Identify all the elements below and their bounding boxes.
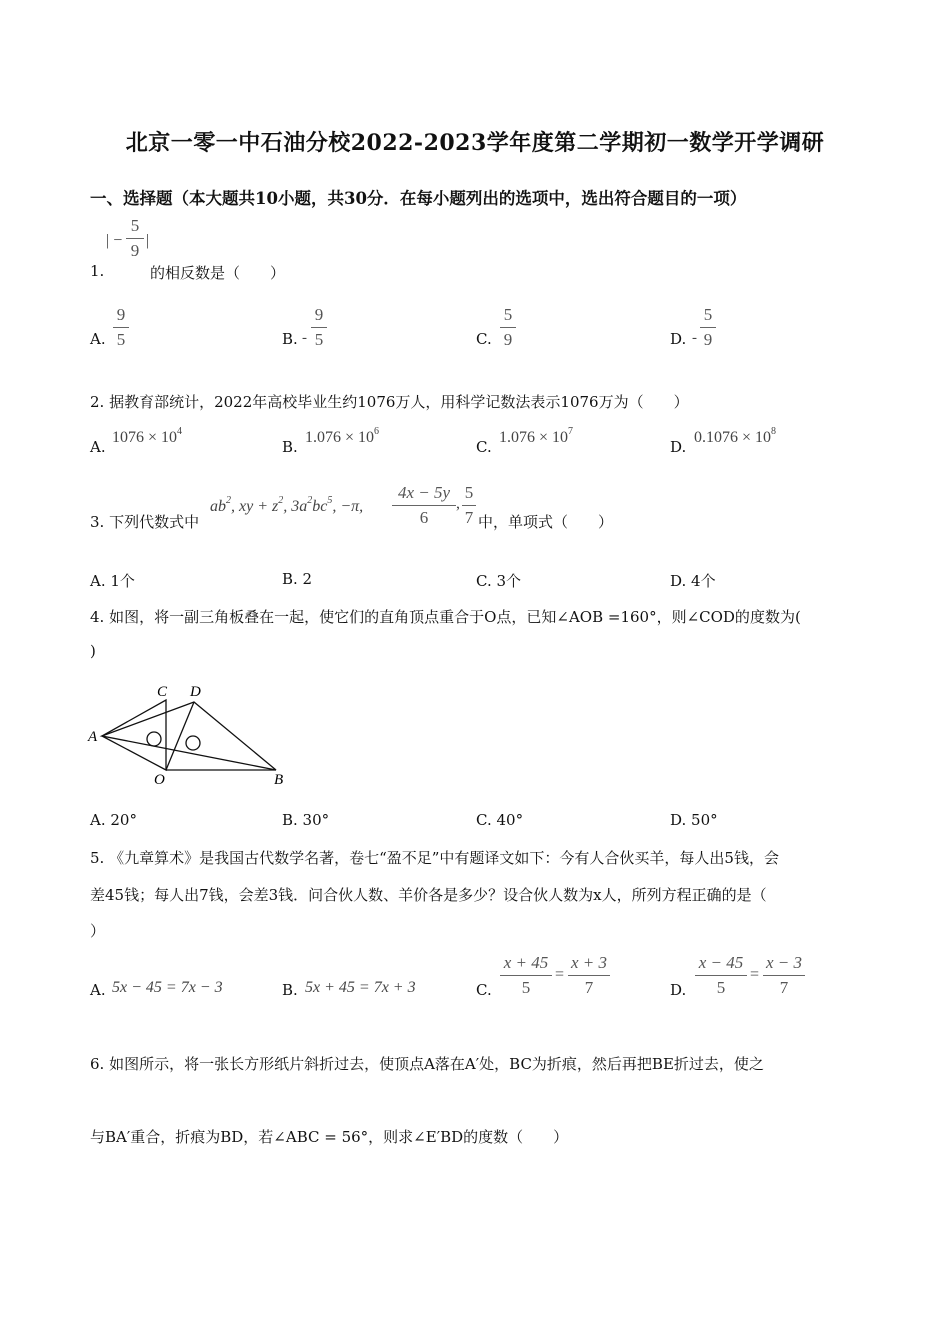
q2-option-c-value: $1.076 \times 10^7$ xyxy=(499,426,574,446)
q3-fraction-1: 4x − 5y 6 xyxy=(392,482,456,529)
q3-option-a[interactable]: A. 1个 xyxy=(90,572,135,590)
q5-option-d-right-fraction: x − 3 7 xyxy=(763,952,805,999)
q3-suffix: 中，单项式（ ） xyxy=(478,513,614,531)
q1-option-d-label[interactable]: D. xyxy=(670,330,687,348)
q1-option-d-fraction: 5 9 xyxy=(700,304,716,351)
q1-abs-right: | xyxy=(146,232,150,249)
q3-option-d[interactable]: D. 4个 xyxy=(670,572,716,590)
q4-option-d[interactable]: D. 50° xyxy=(670,811,718,829)
label-d: D xyxy=(190,684,201,700)
q3-fraction-2: 5 7 xyxy=(462,482,476,529)
q5-option-d-left-fraction: x − 45 5 xyxy=(695,952,747,999)
q1-option-c-fraction: 5 9 xyxy=(500,304,516,351)
q3-option-c[interactable]: C. 3个 xyxy=(476,572,522,590)
q2-text: 2. 据教育部统计，2022年高校毕业生约1076万人，用科学记数法表示1076万为（ ） xyxy=(90,393,689,411)
triangle-aco xyxy=(102,700,166,770)
q5-text-line2: 差45钱；每人出7钱，会差3钱．问合伙人数、羊价各是多少？设合伙人数为x人，所列方程正确的是（ xyxy=(90,886,767,904)
label-b: B xyxy=(274,772,284,788)
q2-option-b-value: $1.076 \times 10^6$ xyxy=(305,426,380,446)
q3-option-b[interactable]: B. 2 xyxy=(282,570,313,588)
q5-text-line1: 5. 《九章算术》是我国古代数学名著，卷七“盈不足”中有题译文如下：今有人合伙买羊，每人出5钱，会 xyxy=(90,849,779,867)
q4-option-a[interactable]: A. 20° xyxy=(90,811,137,829)
q1-text: 的相反数是（ ） xyxy=(150,264,286,282)
page-title: 北京一零一中石油分校2022-2023学年度第二学期初一数学开学调研 xyxy=(125,130,825,156)
q2-option-c-label[interactable]: C. xyxy=(476,438,492,456)
q5-option-c-left-fraction: x + 45 5 xyxy=(500,952,552,999)
q3-terms: $ab^2$, xy + $z^2$, $3a^2bc^5$, −π, xyxy=(210,495,364,515)
q5-text-line3: ） xyxy=(90,922,106,940)
q1-number: 1. xyxy=(90,262,105,280)
q1-expression-fraction: 5 9 xyxy=(126,215,144,262)
q4-option-b[interactable]: B. 30° xyxy=(282,811,330,829)
q4-triangle-figure xyxy=(84,680,299,788)
section-heading: 一、选择题（本大题共10小题，共30分．在每小题列出的选项中，选出符合题目的一项） xyxy=(90,189,747,208)
circle-hole-right xyxy=(186,736,200,750)
q5-option-c-right-fraction: x + 3 7 xyxy=(568,952,610,999)
q3-comma: , xyxy=(456,495,460,512)
q1-option-d-sign: - xyxy=(692,330,697,346)
q4-text-line1: 4. 如图，将一副三角板叠在一起，使它们的直角顶点重合于O点，已知∠AOB =160°，则∠COD的度数为( xyxy=(90,608,801,626)
q5-option-a-label[interactable]: A. xyxy=(90,981,106,999)
q1-option-b-sign: - xyxy=(302,330,307,346)
q2-option-d-label[interactable]: D. xyxy=(670,438,687,456)
label-o: O xyxy=(154,772,165,788)
q5-option-b-label[interactable]: B. xyxy=(282,981,298,999)
q2-option-b-label[interactable]: B. xyxy=(282,438,298,456)
q5-option-d-equals: = xyxy=(750,966,760,983)
q3-prefix: 3. 下列代数式中 xyxy=(90,513,200,531)
q4-text-line2: ) xyxy=(90,642,96,660)
q2-option-a-label[interactable]: A. xyxy=(90,438,106,456)
q1-option-a-fraction: 9 5 xyxy=(113,304,129,351)
triangle-adb xyxy=(102,702,276,770)
q2-option-a-value: $1076 \times 10^4$ xyxy=(112,426,183,446)
line-od xyxy=(166,702,194,770)
q5-option-d-label[interactable]: D. xyxy=(670,981,687,999)
q4-option-c[interactable]: C. 40° xyxy=(476,811,524,829)
label-a: A xyxy=(88,729,98,745)
q1-option-b-label[interactable]: B. xyxy=(282,330,298,348)
q1-option-b-fraction: 9 5 xyxy=(311,304,327,351)
q5-option-a-equation: 5x − 45 = 7x − 3 xyxy=(112,979,223,996)
q5-option-c-label[interactable]: C. xyxy=(476,981,492,999)
q5-option-b-equation: 5x + 45 = 7x + 3 xyxy=(305,979,416,996)
q1-option-c-label[interactable]: C. xyxy=(476,330,492,348)
label-c: C xyxy=(157,684,168,700)
q1-abs-left: | − xyxy=(106,232,123,249)
q5-option-c-equals: = xyxy=(555,966,565,983)
circle-hole-left xyxy=(147,732,161,746)
q2-option-d-value: $0.1076 \times 10^8$ xyxy=(694,426,777,446)
q6-text-line2: 与BA′重合，折痕为BD，若∠ABC = 56°，则求∠E′BD的度数（ ） xyxy=(90,1128,569,1146)
q6-text-line1: 6. 如图所示，将一张长方形纸片斜折过去，使顶点A落在A′处，BC为折痕，然后再把BE折过去，使之 xyxy=(90,1055,764,1073)
q1-option-a-label[interactable]: A. xyxy=(90,330,106,348)
